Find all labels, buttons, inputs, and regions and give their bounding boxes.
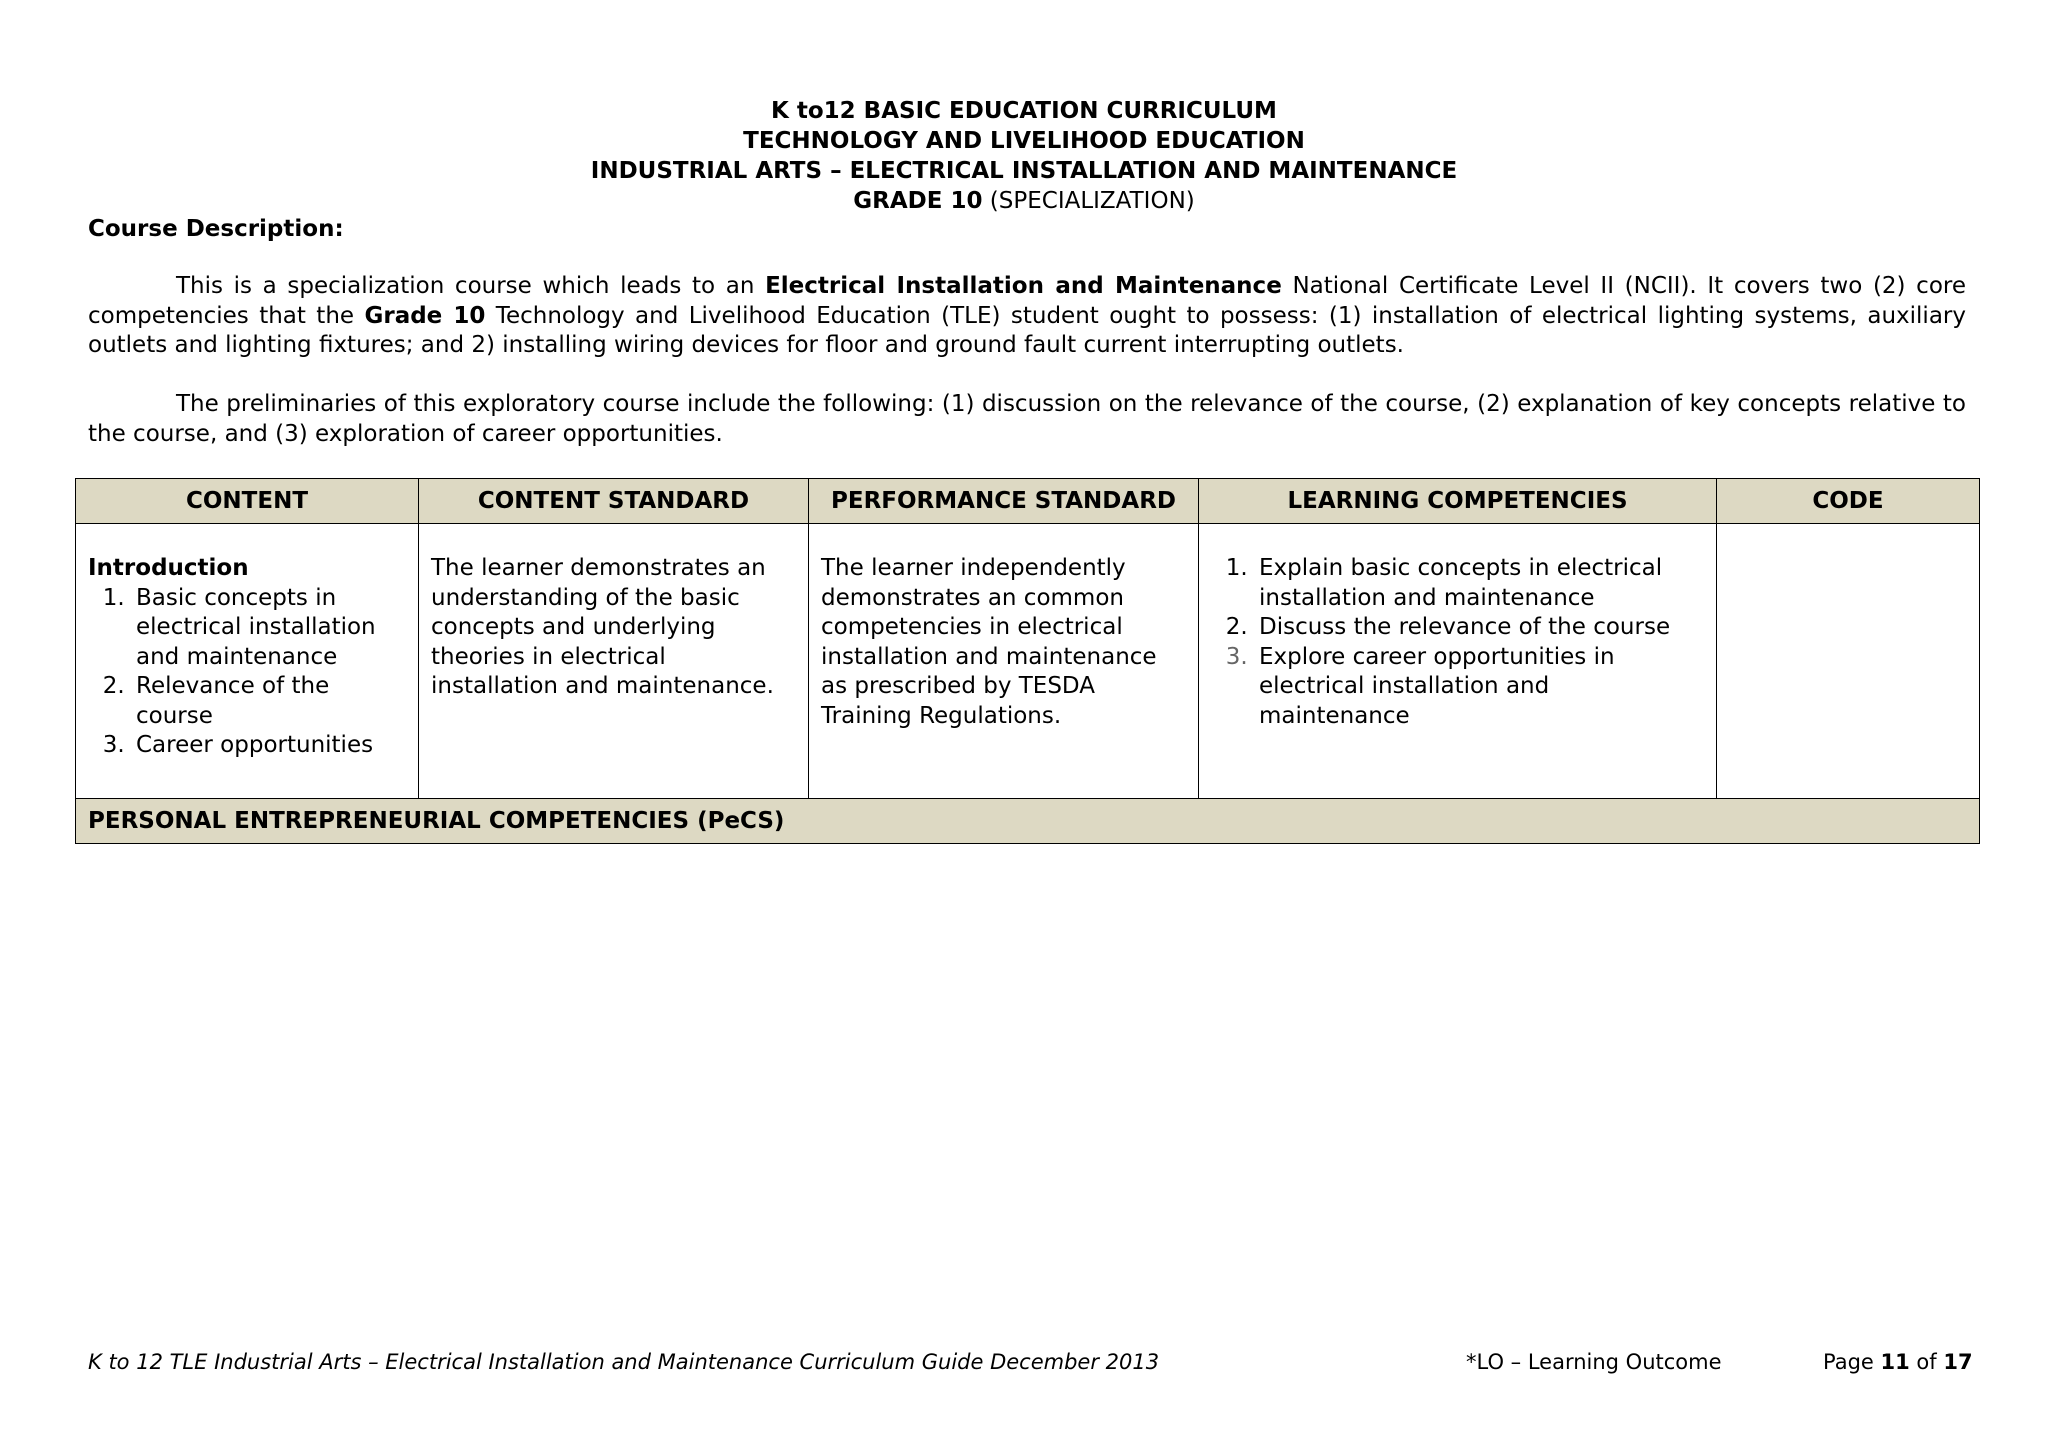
table-row <box>76 524 1980 799</box>
list-item: 2. Discuss the relevance of the course <box>1255 613 1704 643</box>
code-cell <box>1717 524 1980 799</box>
para1-part1: This is a specialization course which leads to an <box>176 273 766 299</box>
course-description-paragraph-2: The preliminaries of this exploratory course include the following: (1) discussion on the relevance of the course, (2) explanation of key concepts relative to the course, and (3) exploration of career opportunities. <box>88 391 1966 447</box>
content-title: Introduction <box>88 555 249 581</box>
content-standard-cell: The learner demonstrates an understanding of the basic concepts and underlying theories in electrical installation and maintenance. <box>419 524 809 799</box>
para1-part2: National Certificate Level II (NCII). It covers two (2) core competencies that the <box>88 273 1966 329</box>
header-line-1: K to12 BASIC EDUCATION CURRICULUM <box>771 98 1277 124</box>
learning-competencies-cell <box>1199 524 1717 799</box>
header-line-3: INDUSTRIAL ARTS – ELECTRICAL INSTALLATION AND MAINTENANCE <box>590 158 1458 184</box>
header-code: CODE <box>1717 479 1980 524</box>
header-line-2: TECHNOLOGY AND LIVELIHOOD EDUCATION <box>743 128 1305 154</box>
list-item: 1. Basic concepts in electrical installation and maintenance <box>132 584 406 673</box>
page-prefix: Page <box>1823 1350 1881 1374</box>
list-item: 3. Career opportunities <box>132 731 406 761</box>
footer-document-title: K to 12 TLE Industrial Arts – Electrical Installation and Maintenance Curriculum Guide December 2013 <box>88 1350 1160 1374</box>
header-grade-line <box>0 186 2048 216</box>
performance-standard-cell: The learner independently demonstrates an common competencies in electrical installation and maintenance as prescribed by TESDA Training Regulations. <box>809 524 1199 799</box>
page-total: 17 <box>1943 1350 1973 1374</box>
page-current: 11 <box>1880 1350 1910 1374</box>
header-content: CONTENT <box>76 479 419 524</box>
list-item: 2. Relevance of the course <box>132 672 406 731</box>
document-header <box>0 96 2048 216</box>
header-content-standard: CONTENT STANDARD <box>419 479 809 524</box>
content-list <box>88 584 406 761</box>
header-learning-competencies: LEARNING COMPETENCIES <box>1199 479 1717 524</box>
footer-lo-note: *LO – Learning Outcome <box>1466 1350 1722 1374</box>
list-item: 1. Explain basic concepts in electrical installation and maintenance <box>1255 554 1704 613</box>
pecs-section-label: PERSONAL ENTREPRENEURIAL COMPETENCIES (PeCS) <box>76 799 1980 844</box>
header-grade-suffix: (SPECIALIZATION) <box>982 188 1195 214</box>
para1-bold1: Electrical Installation and Maintenance <box>765 273 1282 299</box>
curriculum-table <box>75 478 1980 844</box>
course-description-label: Course Description: <box>88 216 344 242</box>
section-row <box>76 799 1980 844</box>
page-of: of <box>1909 1350 1944 1374</box>
course-description-paragraph-1 <box>88 272 1966 361</box>
header-performance-standard: PERFORMANCE STANDARD <box>809 479 1199 524</box>
footer-page-number <box>1823 1348 1973 1376</box>
list-item: 3. Explore career opportunities in electrical installation and maintenance <box>1255 643 1704 732</box>
competencies-list <box>1211 554 1704 731</box>
para1-bold2: Grade 10 <box>364 302 486 329</box>
table-header-row <box>76 479 1980 524</box>
header-grade: GRADE 10 <box>853 188 983 214</box>
content-cell <box>76 524 419 799</box>
para1-part3: Technology and Livelihood Education (TLE) student ought to possess: (1) installation of electrical lighting systems, auxiliary outlets and lighting fixtures; and 2) installing wiring devices for floor and ground fault current interrupting outlets. <box>88 302 1966 358</box>
